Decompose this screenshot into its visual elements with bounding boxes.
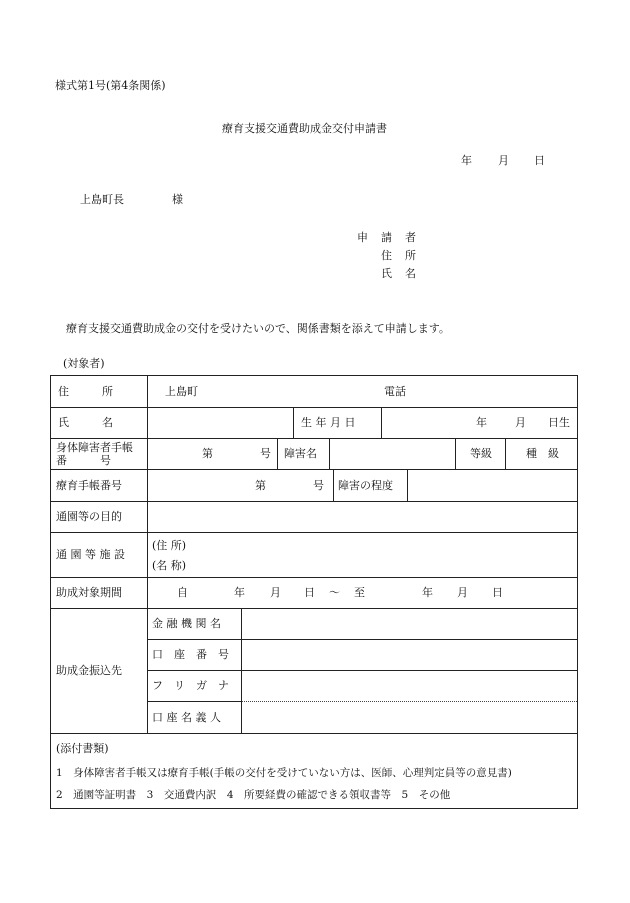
application-form bbox=[50, 375, 578, 809]
applicant-label-1: 申 bbox=[357, 231, 368, 244]
section-label: (対象者) bbox=[63, 357, 105, 370]
disability-book-dai: 第 bbox=[202, 447, 213, 460]
date-month: 月 bbox=[498, 154, 509, 167]
period-from-day: 日 bbox=[304, 586, 315, 599]
phone-label: 電話 bbox=[384, 385, 406, 398]
period-to-day: 日 bbox=[492, 586, 503, 599]
addressee-name: 上島町長 bbox=[80, 193, 124, 206]
birth-month: 月 bbox=[515, 416, 526, 429]
period-to-year: 年 bbox=[422, 586, 433, 599]
type-label: 種 級 bbox=[526, 447, 559, 460]
period-label: 助成対象期間 bbox=[56, 586, 122, 599]
purpose-label: 通園等の目的 bbox=[56, 510, 122, 523]
address-label: 住 所 bbox=[58, 385, 113, 398]
birth-day: 日生 bbox=[548, 416, 570, 429]
period-from-month: 月 bbox=[270, 586, 281, 599]
name-label: 氏 名 bbox=[58, 416, 113, 429]
attachments-line-2: 2 通園等証明書 3 交通費内訳 4 所要経費の確認できる領収書等 5 その他 bbox=[56, 789, 451, 801]
account-number-label: 口 座 番 号 bbox=[152, 648, 229, 661]
facility-name-label: (名 称) bbox=[152, 559, 187, 572]
address-value-prefix: 上島町 bbox=[165, 385, 198, 398]
bank-label: 助成金振込先 bbox=[56, 664, 122, 677]
date-day: 日 bbox=[534, 154, 545, 167]
facility-address-label: (住 所) bbox=[152, 539, 187, 552]
ryoiku-book-go: 号 bbox=[313, 479, 324, 492]
disability-name-label: 障害名 bbox=[284, 447, 317, 460]
period-tilde: 〜 bbox=[329, 586, 340, 599]
attachments-line-1: 1 身体障害者手帳又は療育手帳(手帳の交付を受けていない方は、医師、心理判定員等の意見書) bbox=[56, 767, 512, 779]
applicant-label-3: 者 bbox=[405, 231, 416, 244]
furigana-label: フ リ ガ ナ bbox=[152, 679, 229, 692]
account-holder-label: 口 座 名 義 人 bbox=[152, 711, 221, 724]
disability-book-label-2: 番 号 bbox=[56, 454, 111, 467]
bank-name-label: 金 融 機 関 名 bbox=[152, 617, 221, 630]
addressee-honorific: 様 bbox=[172, 193, 183, 206]
period-to: 至 bbox=[354, 586, 365, 599]
applicant-name-1: 氏 bbox=[381, 267, 392, 280]
date-year: 年 bbox=[461, 154, 472, 167]
ryoiku-book-label: 療育手帳番号 bbox=[56, 479, 122, 492]
form-number: 様式第1号(第4条関係) bbox=[55, 79, 166, 92]
birth-year: 年 bbox=[476, 416, 487, 429]
ryoiku-book-dai: 第 bbox=[255, 479, 266, 492]
applicant-label-2: 請 bbox=[381, 231, 392, 244]
period-to-month: 月 bbox=[457, 586, 468, 599]
facility-label: 通 園 等 施 設 bbox=[56, 548, 125, 561]
degree-label: 障害の程度 bbox=[338, 479, 393, 492]
applicant-name-2: 名 bbox=[405, 267, 416, 280]
attachments-heading: (添付書類) bbox=[56, 742, 109, 755]
page-title: 療育支援交通費助成金交付申請書 bbox=[222, 122, 387, 135]
disability-book-label-1: 身体障害者手帳 bbox=[56, 441, 133, 454]
birth-label: 生 年 月 日 bbox=[301, 416, 356, 429]
disability-book-go: 号 bbox=[260, 447, 271, 460]
applicant-address-1: 住 bbox=[381, 249, 392, 262]
grade-label: 等級 bbox=[470, 447, 492, 460]
applicant-address-2: 所 bbox=[405, 249, 416, 262]
period-from: 自 bbox=[177, 586, 188, 599]
body-text: 療育支援交通費助成金の交付を受けたいので、関係書類を添えて申請します。 bbox=[66, 322, 450, 335]
period-from-year: 年 bbox=[234, 586, 245, 599]
